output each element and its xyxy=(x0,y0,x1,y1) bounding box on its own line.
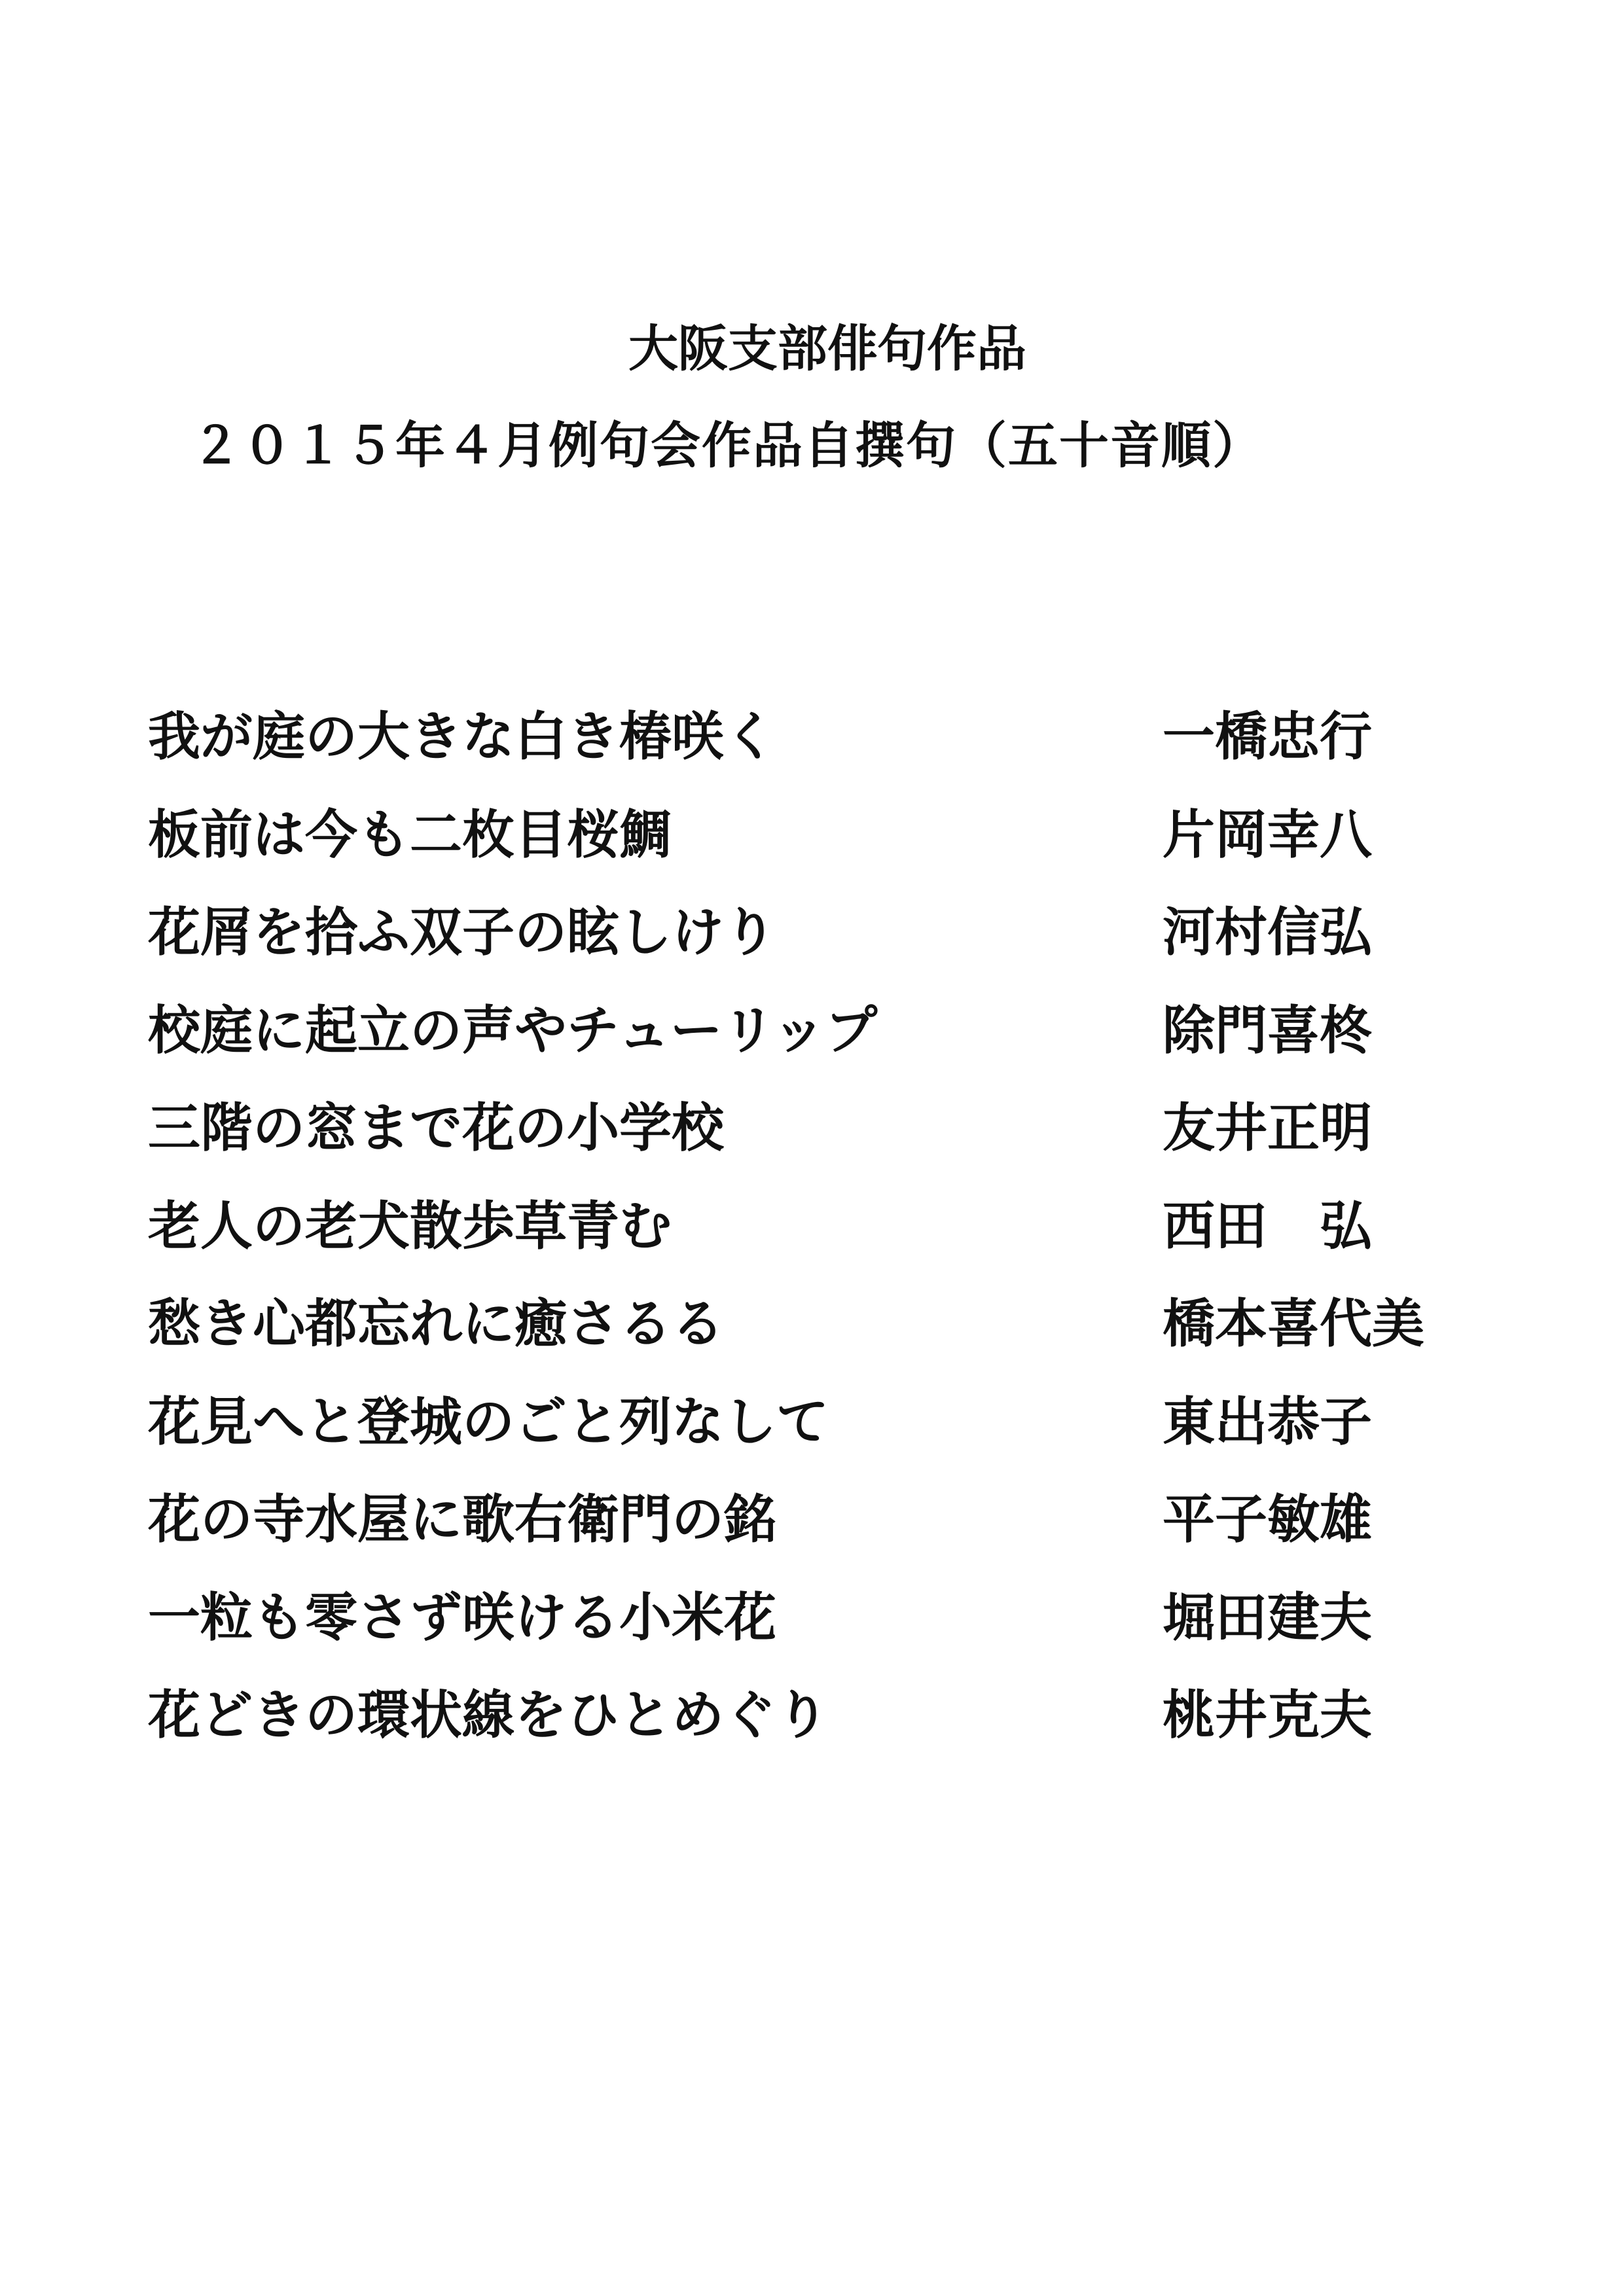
haiku-text: 愁き心都忘れに癒さるる xyxy=(148,1293,724,1354)
haiku-author: 桃井克夫 xyxy=(1163,1684,1372,1746)
haiku-row xyxy=(148,896,1523,994)
haiku-author: 河村信弘 xyxy=(1163,901,1372,963)
haiku-row xyxy=(148,1190,1523,1288)
haiku-row xyxy=(148,1581,1523,1679)
haiku-text: 我が庭の大きな白き椿咲く xyxy=(148,706,776,767)
haiku-author: 橋本喜代美 xyxy=(1163,1293,1424,1354)
haiku-author: 堀田建夫 xyxy=(1163,1586,1372,1648)
haiku-text: 老人の老犬散歩草青む xyxy=(148,1194,672,1257)
haiku-author: 西田 弘 xyxy=(1163,1194,1372,1257)
haiku-author: 片岡幸八 xyxy=(1163,803,1372,865)
haiku-row xyxy=(148,1679,1523,1777)
haiku-text: 花見へと登城のごと列なして xyxy=(148,1390,829,1452)
haiku-author: 除門喜柊 xyxy=(1163,999,1372,1061)
haiku-row xyxy=(148,994,1523,1092)
haiku-row xyxy=(148,700,1523,798)
haiku-text: 一粒も零さず咲ける小米花 xyxy=(148,1586,776,1648)
haiku-text: 花の寺水屋に歌右衛門の銘 xyxy=(148,1488,776,1550)
haiku-text: 花屑を拾ふ双子の眩しけり xyxy=(148,901,776,963)
haiku-author: 友井正明 xyxy=(1163,1097,1372,1158)
haiku-text: 花どきの環状線をひとめぐり xyxy=(148,1684,829,1746)
haiku-author: 一橋忠行 xyxy=(1163,706,1372,767)
haiku-text: 三階の窓まで花の小学校 xyxy=(148,1097,724,1158)
page-title: 大阪支部俳句作品 xyxy=(628,319,1026,378)
haiku-author: 平子敏雄 xyxy=(1163,1488,1372,1550)
haiku-row xyxy=(148,1386,1523,1484)
haiku-row xyxy=(148,798,1523,897)
haiku-row xyxy=(148,1483,1523,1581)
haiku-row xyxy=(148,1092,1523,1190)
page-subtitle: ２０１５年４月例句会作品自撰句（五十音順） xyxy=(191,416,1263,475)
haiku-text: 板前は今も二枚目桜鯛 xyxy=(148,803,672,865)
haiku-text: 校庭に起立の声やチューリップ xyxy=(148,999,878,1061)
haiku-author: 東出恭子 xyxy=(1163,1390,1372,1452)
haiku-list xyxy=(148,700,1523,1777)
haiku-row xyxy=(148,1287,1523,1386)
